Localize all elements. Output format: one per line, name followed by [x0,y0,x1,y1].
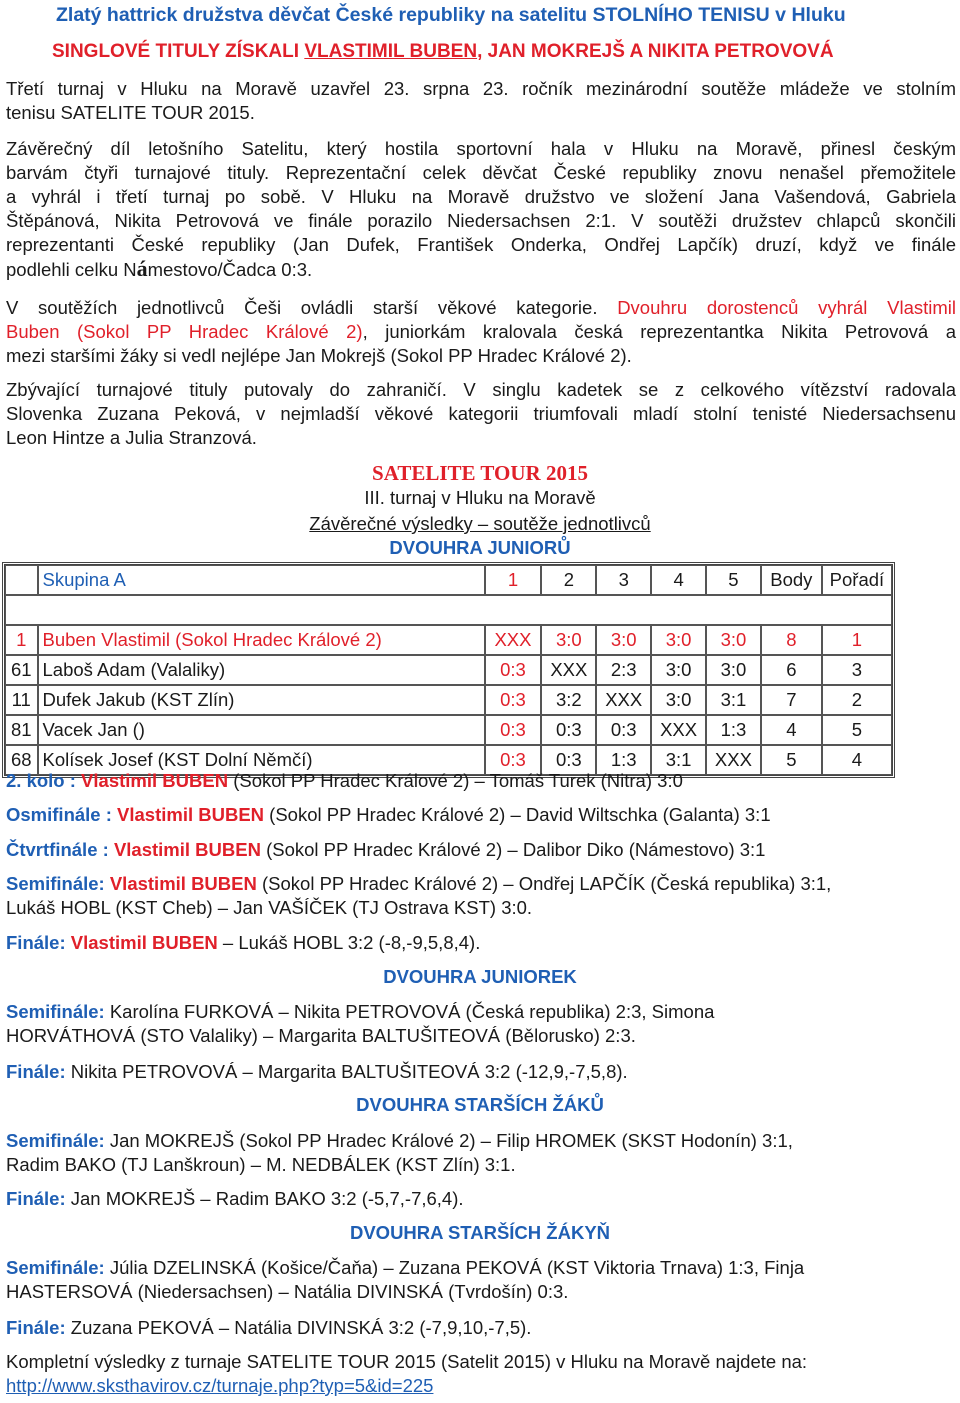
tour-subtitle: III. turnaj v Hluku na Moravě [364,487,596,508]
table-row: 68 Kolísek Josef (KST Dolní Němčí) 0:3 0:3 1:3 3:1 XXX 5 4 [5,745,892,775]
article-subheadline: SINGLOVÉ TITULY ZÍSKALI VLASTIMIL BUBEN, JAN MOKREJŠ A NIKITA PETROVOVÁ [52,41,834,62]
group-label: Skupina A [38,565,485,595]
junior-girls-semifinal: Semifinále: Karolína FURKOVÁ – Nikita PETROVOVÁ (Česká republika) 2:3, Simona HORVÁTHOVÁ (STO Valaliky) – Margarita BALTUŠITEOVÁ (Bělorusko) 2:3. [6,1001,715,1046]
older-boys-semifinal: Semifinále: Jan MOKREJŠ (Sokol PP Hradec Králové 2) – Filip HROMEK (SKST Hodonín) 3:1, Radim BAKO (TJ Lanškroun) – M. NEDBÁLEK (KST Zlín) 3:1. [6,1130,793,1175]
results-link[interactable]: http://www.sksthavirov.cz/turnaje.php?typ=5&id=225 [6,1375,434,1396]
juniors-quarterfinal: Čtvrtfinále : Vlastimil BUBEN (Sokol PP Hradec Králové 2) – Dalibor Diko (Námestovo) 3:1 [6,839,766,860]
older-boys-final: Finále: Jan MOKREJŠ – Radim BAKO 3:2 (-5,7,-7,6,4). [6,1188,464,1209]
juniors-final: Finále: Vlastimil BUBEN – Lukáš HOBL 3:2 (-8,-9,5,8,4). [6,932,481,953]
older-girls-final: Finále: Zuzana PEKOVÁ – Natália DIVINSKÁ 3:2 (-7,9,10,-7,5). [6,1317,532,1338]
table-row: 81 Vacek Jan () 0:3 0:3 0:3 XXX 1:3 4 5 [5,715,892,745]
article-headline: Zlatý hattrick družstva děvčat České republiky na satelitu STOLNÍHO TENISU v Hluku [56,4,846,26]
section-title-older-boys: DVOUHRA STARŠÍCH ŽÁKŮ [356,1094,604,1115]
section-title-juniors: DVOUHRA JUNIORŮ [389,537,571,558]
group-table [2,562,895,778]
section-title-junior-girls: DVOUHRA JUNIOREK [383,966,577,987]
footer-note: Kompletní výsledky z turnaje SATELITE TOUR 2015 (Satelit 2015) v Hluku na Moravě najdete na: http://www.sksthavirov.cz/turnaje.php?typ=5&id=225 [6,1351,808,1396]
table-row: 11 Dufek Jakub (KST Zlín) 0:3 3:2 XXX 3:0 3:1 7 2 [5,685,892,715]
junior-girls-final: Finále: Nikita PETROVOVÁ – Margarita BALTUŠITEOVÁ 3:2 (-12,9,-7,5,8). [6,1061,628,1082]
tour-title: SATELITE TOUR 2015 [372,461,588,485]
table-row: 61 Laboš Adam (Valaliky) 0:3 XXX 2:3 3:0 3:0 6 3 [5,655,892,685]
intro-paragraph-1: Třetí turnaj v Hluku na Moravě uzavřel 23. srpna 23. ročník mezinárodní soutěže mládeže ve stolním tenisu SATELITE TOUR 2015. [6,78,956,123]
intro-paragraph-3: V soutěžích jednotlivců Češi ovládli starší věkové kategorie. Dvouhru dorostenců vyhrál Vlastimil Buben (Sokol PP Hradec Králové 2), juniorkám kralovala česká reprezentantka Nikita Petrovová a mezi staršími žáky si vedl nejlépe Jan Mokrejš (Sokol PP Hradec Králové 2). [6,297,957,366]
section-title-older-girls: DVOUHRA STARŠÍCH ŽÁKYŇ [349,1222,611,1243]
table-header-row: Skupina A 1 2 3 4 5 Body Pořadí [5,565,892,595]
juniors-round16: Osmifinále : Vlastimil BUBEN (Sokol PP Hradec Králové 2) – David Wiltschka (Galanta) 3:1 [6,804,771,825]
juniors-semifinal: Semifinále: Vlastimil BUBEN (Sokol PP Hradec Králové 2) – Ondřej LAPČÍK (Česká republika) 3:1, Lukáš HOBL (KST Cheb) – Jan VAŠÍČEK (TJ Ostrava KST) 3:0. [6,873,832,918]
older-girls-semifinal: Semifinále: Júlia DZELINSKÁ (Košice/Čaňa) – Zuzana PEKOVÁ (KST Viktoria Trnava) 1:3, Finja HASTERSOVÁ (Niedersachsen) – Natália DIVINSKÁ (Tvrdošín) 0:3. [6,1257,805,1302]
juniors-round2: 2. kolo : Vlastimil BUBEN (Sokol PP Hradec Králové 2) – Tomáš Turek (Nitra) 3:0 [6,770,683,791]
table-row: 1 Buben Vlastimil (Sokol Hradec Králové 2) XXX 3:0 3:0 3:0 3:0 8 1 [5,625,892,655]
intro-paragraph-2: Závěrečný díl letošního Satelitu, který hostila sportovní hala v Hluku na Moravě, přinesl českým barvám čtyři turnajové tituly. Reprezentační celek děvčat České republiky znovu nenašel přemožitele a vyhrál i třetí turnaj po sobě. V Hluku na Moravě družstvo ve složení Jana Vašendová, Gabriela Štěpánová, Nikita Petrovová ve finále porazilo Niedersachsen 2:1. V soutěži družstev chlapců skončili reprezentanti České republiky (Jan Dufek, František Onderka, Ondřej Lapčík) druzí, když ve finále podlehli celku Námestovo/Čadca 0:3. [6,138,956,281]
intro-paragraph-4: Zbývající turnajové tituly putovaly do zahraničí. V singlu kadetek se z celkového vítězství radovala Slovenka Zuzana Peková, v nejmladší věkové kategorii triumfovali mladí stolní tenisté Niedersachsenu Leon Hintze a Julia Stranzová. [6,379,956,448]
results-label: Závěrečné výsledky – soutěže jednotlivců [309,513,651,534]
